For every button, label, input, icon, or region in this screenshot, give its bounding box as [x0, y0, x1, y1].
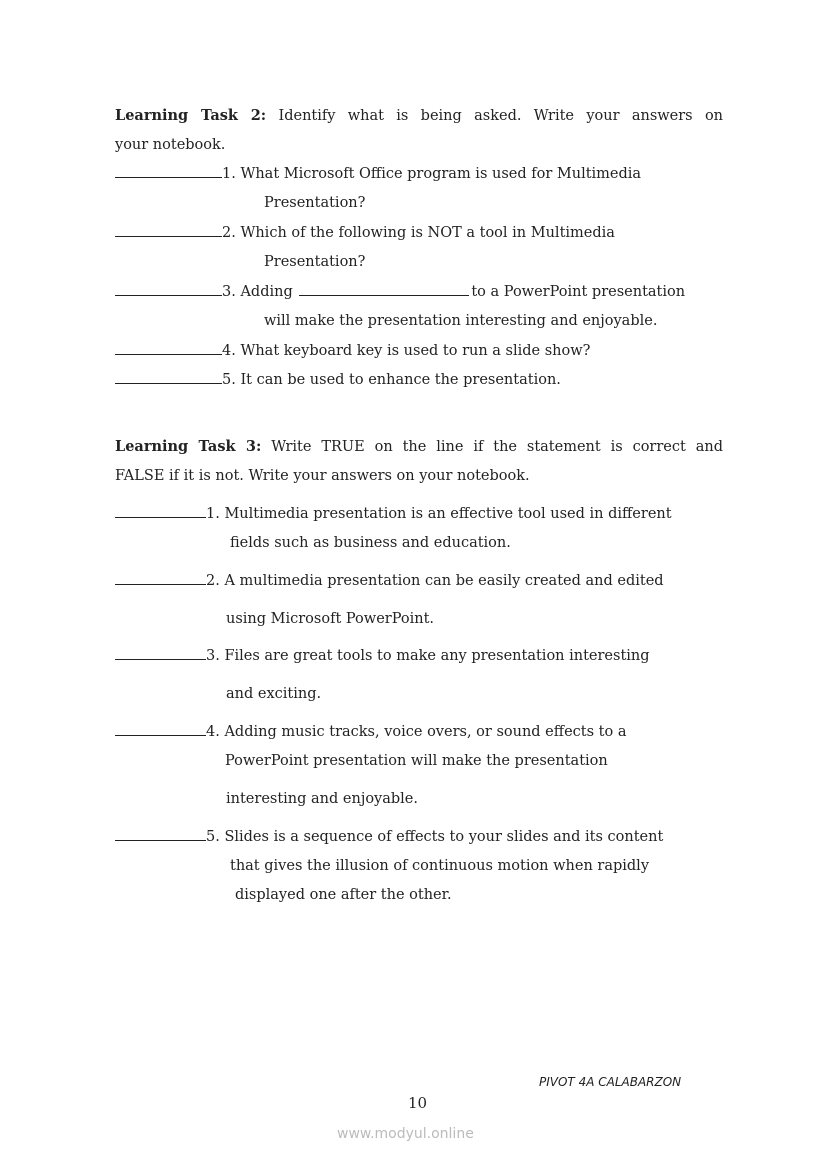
task3-heading: Learning Task 3: [115, 438, 262, 455]
statement-text-cont: PowerPoint presentation will make the presentation [225, 753, 608, 769]
statement-text-cont: using Microsoft PowerPoint. [226, 611, 435, 627]
task2-heading: Learning Task 2: [115, 107, 267, 124]
answer-blank[interactable] [115, 371, 222, 384]
question-text: 5. It can be used to enhance the presentation. [222, 372, 561, 388]
task3-instruction [115, 438, 723, 456]
task2-item-5 [115, 371, 561, 389]
task3-item-1 [115, 505, 672, 523]
statement-text-cont: interesting and enjoyable. [226, 791, 418, 807]
task2-item-2 [115, 224, 615, 242]
inline-blank[interactable] [299, 283, 469, 296]
answer-blank[interactable] [115, 723, 206, 736]
task2-instruction [115, 107, 723, 125]
question-text: 2. Which of the following is NOT a tool in Multimedia [222, 225, 615, 241]
task2-item-3 [115, 283, 685, 301]
task3-item-2 [115, 572, 664, 590]
question-text: 4. What keyboard key is used to run a slide show? [222, 343, 591, 359]
task3-instruction-cont: FALSE if it is not. Write your answers on your notebook. [115, 468, 530, 484]
statement-text-cont: fields such as business and education. [230, 535, 511, 551]
answer-blank[interactable] [115, 505, 206, 518]
statement-text-cont: that gives the illusion of continuous motion when rapidly [230, 858, 650, 874]
statement-text: 4. Adding music tracks, voice overs, or sound effects to a [206, 724, 627, 740]
statement-text-cont: and exciting. [226, 686, 322, 702]
task2-item-1 [115, 165, 641, 183]
statement-text-cont: displayed one after the other. [235, 887, 452, 903]
task3-item-3 [115, 647, 650, 665]
page-number: 10 [408, 1094, 428, 1112]
footer-label: PIVOT 4A CALABARZON [539, 1075, 682, 1089]
question-text: 3. Adding [222, 284, 293, 300]
task2-instruction-text: Identify what is being asked. Write your answers on [278, 108, 724, 124]
task3-item-5 [115, 828, 663, 846]
answer-blank[interactable] [115, 283, 222, 296]
answer-blank[interactable] [115, 224, 222, 237]
statement-text: 5. Slides is a sequence of effects to your slides and its content [206, 829, 664, 845]
task2-item-4 [115, 342, 590, 360]
statement-text: 1. Multimedia presentation is an effective tool used in different [206, 506, 672, 522]
question-text: 1. What Microsoft Office program is used for Multimedia [222, 166, 642, 182]
task2-item-3-cont: will make the presentation interesting and enjoyable. [264, 313, 658, 329]
question-text: to a PowerPoint presentation [471, 284, 686, 300]
task2-item-1-cont: Presentation? [264, 195, 366, 211]
task3-instruction-text: Write TRUE on the line if the statement is correct and [271, 439, 723, 455]
statement-text: 3. Files are great tools to make any presentation interesting [206, 648, 650, 664]
answer-blank[interactable] [115, 647, 206, 660]
answer-blank[interactable] [115, 828, 206, 841]
task2-item-2-cont: Presentation? [264, 254, 366, 270]
answer-blank[interactable] [115, 572, 206, 585]
task2-instruction-cont: your notebook. [115, 137, 226, 153]
answer-blank[interactable] [115, 165, 222, 178]
statement-text: 2. A multimedia presentation can be easily created and edited [206, 573, 664, 589]
task3-item-4 [115, 723, 626, 741]
watermark: www.modyul.online [337, 1126, 474, 1142]
answer-blank[interactable] [115, 342, 222, 355]
